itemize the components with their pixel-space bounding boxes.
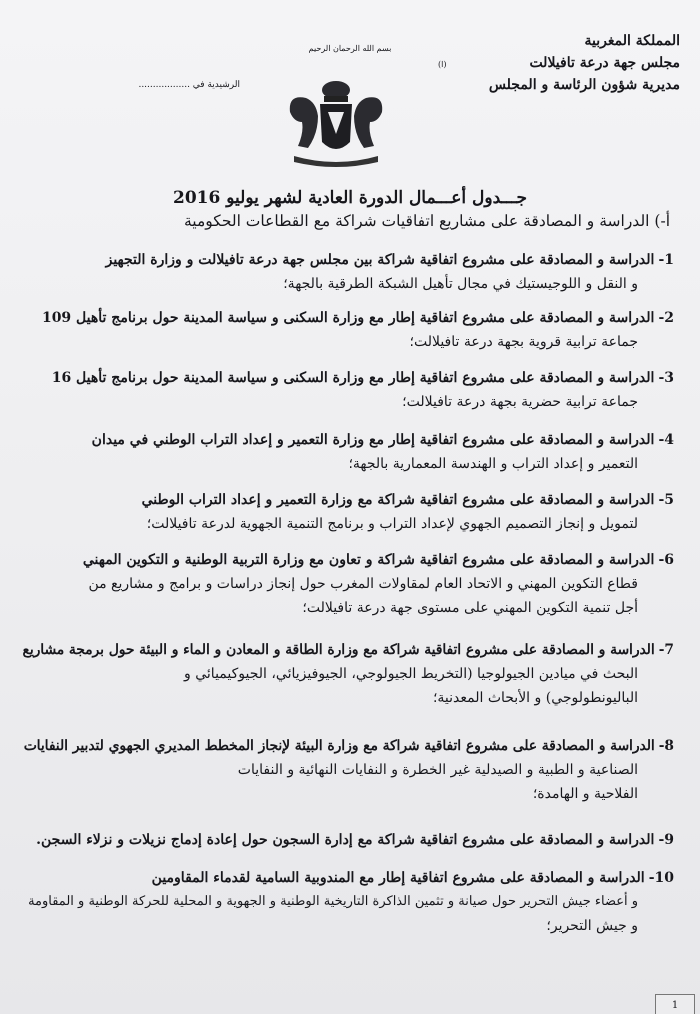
item-line: أجل تنمية التكوين المهني على مستوى جهة درعة تافيلالت؛ (302, 600, 638, 616)
agenda-item-8 (22, 734, 674, 806)
item-number: 2- (658, 310, 674, 326)
agenda-item-2 (22, 306, 674, 354)
item-line: قطاع التكوين المهني و الاتحاد العام لمقاولات المغرب حول إنجاز دراسات و برامج و مشاريع من (88, 576, 638, 592)
item-number: 6- (658, 552, 674, 568)
item-line: و أعضاء جيش التحرير حول صيانة و تثمين الذاكرة التاريخية الوطنية و الجهوية و المحلية للحركة الوطنية و المقاومة (28, 894, 638, 909)
agenda-item-9 (22, 828, 674, 852)
issuer-line-directorate: مديرية شؤون الرئاسة و المجلس (488, 77, 680, 93)
item-number: 1- (658, 252, 674, 268)
agenda-item-10 (22, 866, 674, 938)
agenda-item-4 (22, 428, 674, 476)
item-line: الدراسة و المصادقة على مشروع اتفاقية شراكة مع إدارة السجون حول إعادة إدماج نزيلات و نزلاء السجن. (36, 832, 655, 848)
section-a-heading (50, 212, 670, 230)
item-line: البحث في ميادين الجيولوجيا (التخريط الجيولوجي، الجيوفيزيائي، الجيوكيميائي و (184, 666, 638, 682)
item-line: الدراسة و المصادقة على مشروع اتفاقية شراكة مع وزارة الطاقة و المعادن و الماء و البيئة حول برمجة مشاريع (22, 642, 655, 658)
item-line: الدراسة و المصادقة على مشروع اتفاقية شراكة مع وزارة التعمير و إعداد التراب الوطني (141, 492, 655, 508)
item-line: الدراسة و المصادقة على مشروع اتفاقية إطار مع وزارة السكنى و سياسة المدينة حول برنامج تأهيل 16 (51, 370, 655, 386)
item-number: 4- (658, 432, 674, 448)
item-line: لتمويل و إنجاز التصميم الجهوي لإعداد التراب و برنامج التنمية الجهوية لدرعة تافيلالت؛ (146, 516, 638, 532)
item-line: الدراسة و المصادقة على مشروع اتفاقية إطار مع المندوبية السامية لقدماء المقاومين (151, 870, 645, 886)
item-line: الباليونطولوجي) و الأبحاث المعدنية؛ (432, 690, 638, 706)
item-line: الدراسة و المصادقة على مشروع اتفاقية شراكة و تعاون مع وزارة التربية الوطنية و التكوين المهني (82, 552, 655, 568)
issuer-line-kingdom: المملكة المغربية (584, 33, 680, 49)
coat-of-arms-emblem (280, 72, 392, 168)
item-line: و جيش التحرير؛ (546, 918, 638, 934)
agenda-item-7 (22, 638, 674, 710)
agenda-item-6 (22, 548, 674, 620)
item-line: الدراسة و المصادقة على مشروع اتفاقية شراكة بين مجلس جهة درعة تافيلالت و وزارة التجهيز (105, 252, 655, 268)
place-date-line: الرشيدية في .................. (138, 80, 240, 90)
item-number: 8- (658, 738, 674, 754)
item-number: 10- (648, 870, 674, 886)
item-number: 3- (658, 370, 674, 386)
agenda-item-5 (22, 488, 674, 536)
item-number: 5- (658, 492, 674, 508)
issuer-header (470, 30, 680, 96)
item-line: الدراسة و المصادقة على مشروع اتفاقية إطار مع وزارة السكنى و سياسة المدينة حول برنامج تأهيل 109 (41, 310, 655, 326)
page-number: 1 (655, 994, 695, 1014)
item-line: و النقل و اللوجيستيك في مجال تأهيل الشبكة الطرقية بالجهة؛ (283, 276, 638, 292)
item-line: الصناعية و الطبية و الصيدلية غير الخطرة و النفايات النهائية و النفايات (237, 762, 638, 778)
issuer-line-council: مجلس جهة درعة تافيلالت (529, 55, 680, 71)
item-number: 9- (658, 832, 674, 848)
section-a-label: أ-) الدراسة و المصادقة على مشاريع اتفاقيات شراكة مع القطاعات الحكومية (183, 212, 670, 230)
agenda-item-1 (22, 248, 674, 296)
item-line: جماعة ترابية حضرية بجهة درعة تافيلالت؛ (402, 394, 638, 410)
item-line: الدراسة و المصادقة على مشروع اتفاقية شراكة مع وزارة البيئة لإنجاز المخطط المديري الجهوي لتدبير النفايات (23, 738, 655, 754)
agenda-item-3 (22, 366, 674, 414)
item-number: 7- (658, 642, 674, 658)
item-line: الفلاحية و الهامدة؛ (532, 786, 638, 802)
item-line: التعمير و إعداد التراب و الهندسة المعمارية بالجهة؛ (348, 456, 638, 472)
basmala: بسم الله الرحمان الرحيم (308, 44, 392, 53)
document-title: جـــدول أعـــمال الدورة العادية لشهر يوليو 2016 (173, 188, 527, 208)
item-line: الدراسة و المصادقة على مشروع اتفاقية إطار مع وزارة التعمير و إعداد التراب الوطني في ميدان (91, 432, 655, 448)
item-line: جماعة ترابية قروية بجهة درعة تافيلالت؛ (409, 334, 638, 350)
small-mark: (ا) (438, 60, 447, 69)
